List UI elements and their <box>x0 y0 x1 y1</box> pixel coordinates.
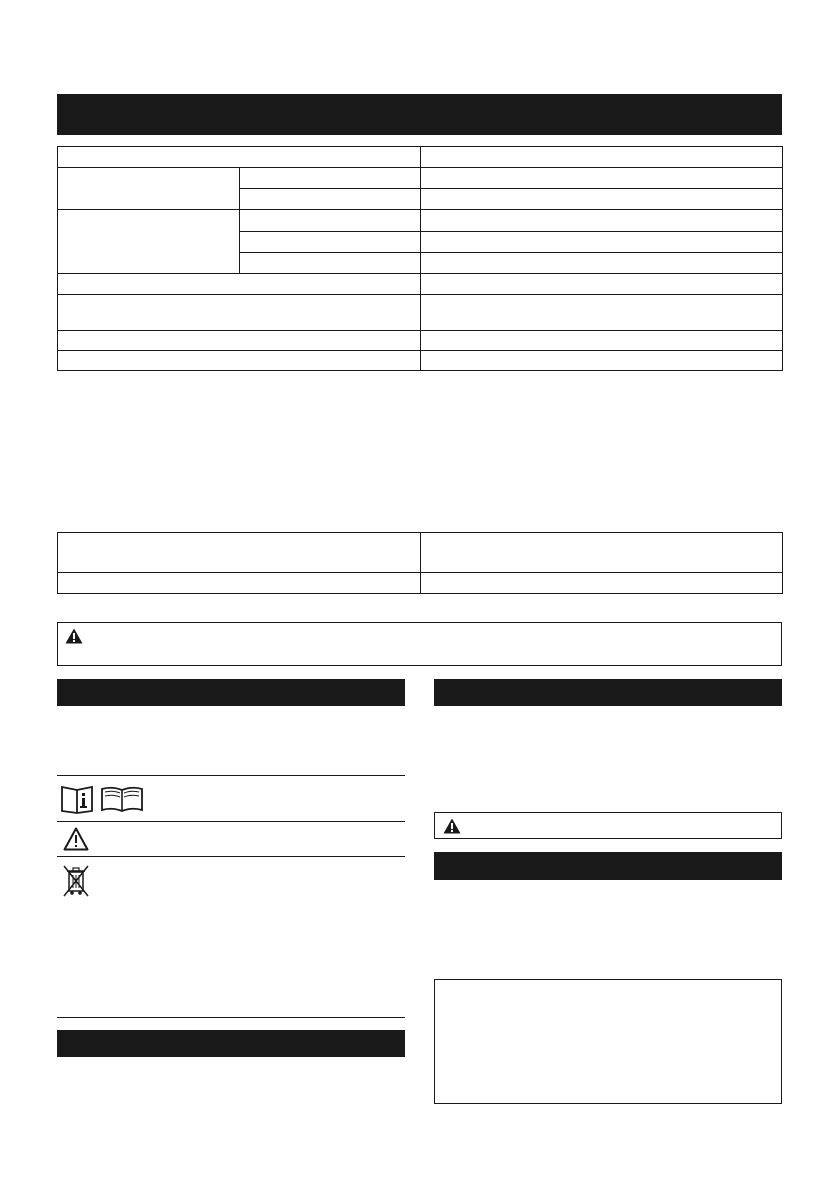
spec-value <box>421 331 783 351</box>
warning-triangle-icon <box>65 628 83 649</box>
right-section2-header <box>434 852 782 880</box>
second-label <box>58 533 421 573</box>
spec-label <box>58 147 421 168</box>
left-section2-title <box>57 1036 65 1051</box>
symbols-top-divider <box>57 775 405 776</box>
spec-value <box>421 210 783 232</box>
spec-value <box>421 168 783 189</box>
left-section-header <box>57 679 405 706</box>
spec-label <box>58 351 421 371</box>
second-table <box>57 532 783 594</box>
symbols-bottom-divider <box>57 1017 405 1018</box>
spec-value <box>421 274 783 295</box>
header-title <box>57 106 67 122</box>
spec-label <box>58 295 421 331</box>
spec-table <box>57 146 783 371</box>
spec-group <box>58 168 240 210</box>
table-row <box>58 533 783 573</box>
spec-value <box>421 232 783 253</box>
crossed-bin-icon <box>63 863 89 902</box>
second-value <box>421 533 783 573</box>
spec-value <box>421 295 783 331</box>
header-bar <box>57 94 782 135</box>
spec-sublabel <box>240 232 421 253</box>
spec-value <box>421 147 783 168</box>
spec-sublabel <box>240 210 421 232</box>
symbols-divider-2 <box>57 856 405 857</box>
right-section2-title <box>434 858 442 873</box>
table-row <box>58 331 783 351</box>
right-section-title <box>434 685 442 700</box>
spec-value <box>421 189 783 210</box>
second-label <box>58 573 421 594</box>
table-row <box>58 147 783 168</box>
right-info-box <box>434 979 782 1104</box>
spec-value <box>421 253 783 274</box>
table-row <box>58 168 783 189</box>
left-section-title <box>57 685 65 700</box>
left-section2-header <box>57 1030 405 1057</box>
read-manual-icon <box>60 784 144 819</box>
spec-sublabel <box>240 189 421 210</box>
right-section-header <box>434 679 782 706</box>
table-row <box>58 274 783 295</box>
spec-value <box>421 351 783 371</box>
table-row <box>58 573 783 594</box>
table-row <box>58 295 783 331</box>
second-value <box>421 573 783 594</box>
spec-label <box>58 331 421 351</box>
spec-label <box>58 274 421 295</box>
spec-sublabel <box>240 253 421 274</box>
table-row <box>58 210 783 232</box>
caution-triangle-icon <box>63 827 89 856</box>
right-warning-box <box>434 812 782 839</box>
symbols-divider-1 <box>57 821 405 822</box>
table-row <box>58 351 783 371</box>
warning-box <box>57 622 782 666</box>
warning-triangle-icon <box>443 818 461 839</box>
spec-sublabel <box>240 168 421 189</box>
spec-group <box>58 210 240 274</box>
